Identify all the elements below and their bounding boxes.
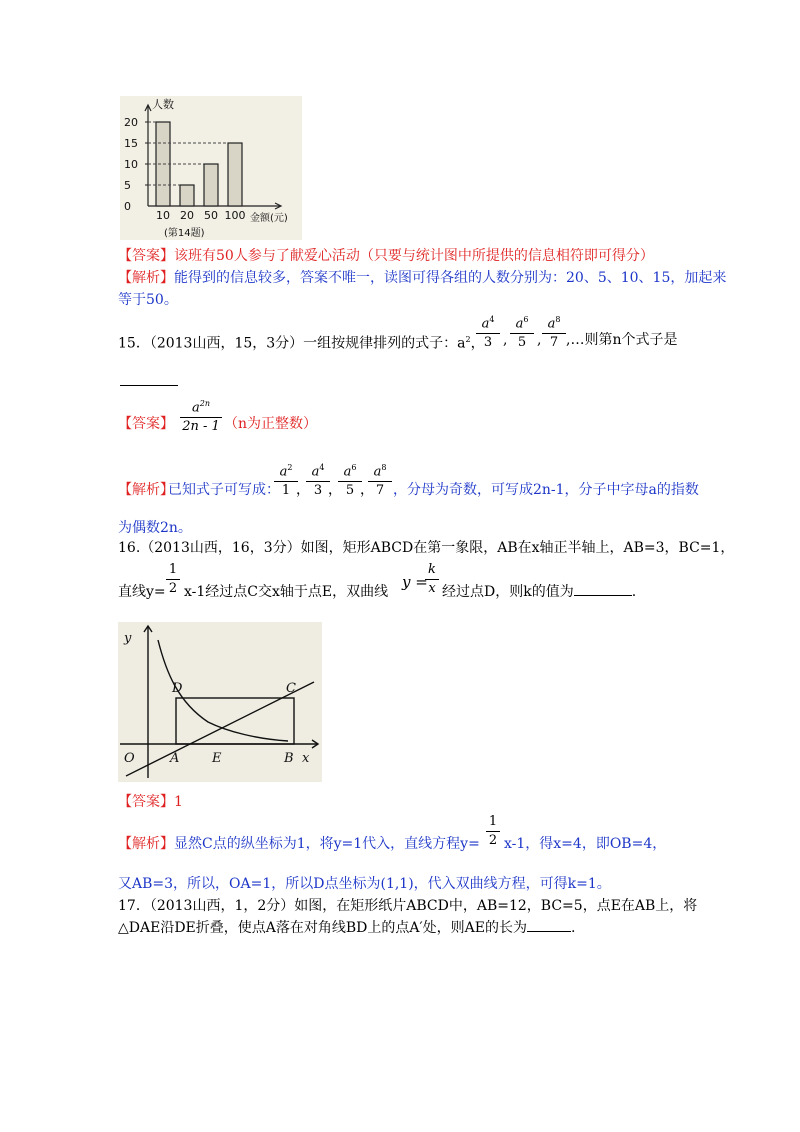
answer-text: 该班有50人参与了献爱心活动（只要与统计图中所提供的信息相符即可得分） bbox=[174, 248, 654, 264]
answer-tag: 【答案】 bbox=[118, 248, 174, 264]
q16-analysis-b: x-1，得x=4，即OB=4， bbox=[504, 836, 667, 852]
q15-analysis-tag: 【解析】 bbox=[118, 482, 174, 498]
y-axis-label: 人数 bbox=[152, 98, 174, 111]
q15-blank bbox=[120, 385, 178, 386]
q16-an-frac-half: 1 2 bbox=[486, 814, 500, 849]
q15-analysis-a: 已知式子可写成： bbox=[168, 482, 280, 498]
q15-frac-1: $a^4$ 3 bbox=[476, 312, 500, 351]
q17-stem-2: △DAE沿DE折叠，使点A落在对角线BD上的点A′处，则AE的长为 . bbox=[118, 920, 576, 936]
bar-chart-14 bbox=[120, 96, 302, 240]
label-b: B bbox=[284, 751, 294, 766]
q15-an-frac-4: $a^8$ 7 bbox=[368, 460, 392, 499]
figure-caption: (第14题) bbox=[164, 228, 205, 239]
analysis-text: 能得到的信息较多，答案不唯一，读图可得各组的人数分别为：20、5、10、15，加起来 bbox=[174, 270, 727, 286]
q15-answer-note: （n为正整数） bbox=[224, 416, 318, 432]
q15-sep-2: , bbox=[537, 332, 542, 348]
analysis-tag: 【解析】 bbox=[118, 270, 174, 286]
q15-analysis-2: 为偶数2n。 bbox=[118, 520, 192, 536]
geometry-figure-16 bbox=[118, 622, 322, 782]
q16-stem-c: 经过点D，则k的值为 . bbox=[442, 584, 637, 600]
label-y: y bbox=[124, 631, 132, 646]
q15-comma: ， bbox=[470, 335, 485, 352]
label-x: x bbox=[302, 751, 310, 766]
y-tick-label: 10 bbox=[124, 158, 138, 171]
q16-y-eq: y = bbox=[402, 573, 428, 591]
q16-stem-1: 16.（2013山西，16，3分）如图，矩形ABCD在第一象限，AB在x轴正半轴上，AB=3，BC=1， bbox=[118, 540, 735, 556]
y-tick-label: 0 bbox=[124, 200, 131, 213]
label-d: D bbox=[172, 681, 183, 696]
q16-stem-b: x-1经过点C交x轴于点E，双曲线 bbox=[184, 584, 389, 600]
x-tick-label: 10 bbox=[156, 209, 170, 222]
q15-exp: 2 bbox=[465, 335, 471, 344]
x-tick-label: 50 bbox=[204, 209, 218, 222]
q15-an-frac-3: $a^6$ 5 bbox=[338, 460, 362, 499]
q14-analysis-1 bbox=[118, 268, 726, 288]
q15-frac-2: $a^6$ 5 bbox=[510, 312, 534, 351]
q15-an-frac-2: $a^4$ 3 bbox=[306, 460, 330, 499]
y-tick-label: 5 bbox=[124, 179, 131, 192]
figure-16 bbox=[118, 622, 322, 782]
q15-frac-3: $a^8$ 7 bbox=[542, 312, 566, 351]
q15-an-comma-3: ， bbox=[360, 482, 374, 498]
q15-stem-suffix: ,…则第n个式子是 bbox=[566, 332, 678, 348]
q16-frac-k: k x bbox=[425, 562, 439, 597]
y-tick-label: 20 bbox=[124, 116, 138, 129]
q16-answer: 【答案】1 bbox=[118, 794, 183, 810]
label-a: A bbox=[170, 751, 180, 766]
label-o: O bbox=[124, 751, 135, 766]
bar bbox=[180, 185, 194, 206]
label-c: C bbox=[286, 681, 296, 696]
q16-analysis-a: 【解析】显然C点的纵坐标为1，将y=1代入，直线方程y= bbox=[118, 836, 480, 852]
q15-analysis-b: ，分母为奇数，可写成2n-1，分子中字母a的指数 bbox=[393, 482, 699, 498]
q17-stem-1: 17．（2013山西，1，2分）如图，在矩形纸片ABCD中，AB=12，BC=5，点E在AB上，将 bbox=[118, 898, 698, 914]
bar bbox=[228, 143, 242, 206]
q15-stem-prefix: 15．（2013山西，15，3分）一组按规律排列的式子：a bbox=[118, 335, 466, 352]
q16-blank bbox=[574, 595, 632, 596]
q14-analysis-2: 等于50。 bbox=[118, 292, 178, 308]
x-tick-label: 20 bbox=[180, 209, 194, 222]
bar bbox=[204, 164, 218, 206]
q15-answer-frac: $a^{2n}$ 2n - 1 bbox=[180, 396, 222, 435]
x-axis-label: 金额(元) bbox=[250, 213, 288, 224]
q15-stem bbox=[118, 330, 485, 354]
q15-an-frac-1: $a^2$ 1 bbox=[274, 460, 298, 499]
q16-analysis-2: 又AB=3，所以，OA=1，所以D点坐标为(1,1)，代入双曲线方程，可得k=1。 bbox=[118, 876, 611, 892]
q15-an-comma-2: ， bbox=[328, 482, 342, 498]
q15-answer-tag: 【答案】 bbox=[118, 416, 174, 432]
q15-an-comma-1: ， bbox=[296, 482, 310, 498]
q14-answer bbox=[118, 246, 654, 266]
y-tick-label: 15 bbox=[124, 137, 138, 150]
q15-sep-1: , bbox=[503, 332, 508, 348]
figure-14 bbox=[120, 96, 302, 240]
q16-stem-a: 直线y= bbox=[118, 584, 166, 600]
q16-frac-half: 1 2 bbox=[166, 562, 180, 597]
x-tick-label: 100 bbox=[224, 209, 246, 222]
label-e: E bbox=[212, 751, 222, 766]
q17-blank bbox=[527, 931, 571, 932]
